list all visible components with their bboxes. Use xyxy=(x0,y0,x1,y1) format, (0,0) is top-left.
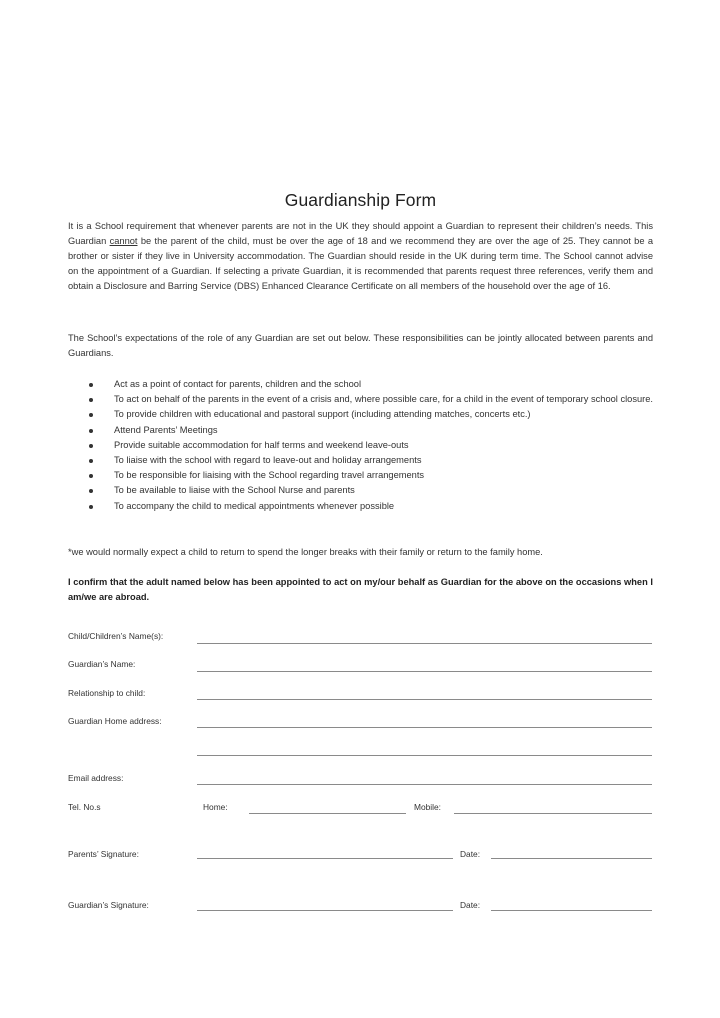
parents-signature-label: Parents’ Signature: xyxy=(68,849,139,859)
list-item xyxy=(68,483,653,498)
home-address-field-line-1[interactable] xyxy=(197,727,652,728)
parents-signature-field[interactable] xyxy=(197,858,453,859)
home-phone-label: Home: xyxy=(203,802,228,812)
intro-text-start: It is a School requirement that whenever parents are not in the UK they should appoint a Guardian to represent their children’s needs. This Guardian xyxy=(68,221,653,247)
footnote: *we would normally expect a child to return to spend the longer breaks with their family or return to the family home. xyxy=(68,547,543,557)
list-item xyxy=(68,423,653,438)
list-item xyxy=(68,438,653,453)
expectations-paragraph: The School’s expectations of the role of any Guardian are set out below. These responsibilities can be jointly allocated between parents and Guardians. xyxy=(68,333,653,359)
list-item-text: To provide children with educational and pastoral support (including attending matches, concerts etc.) xyxy=(114,409,531,420)
responsibilities-list xyxy=(68,377,653,514)
guardian-name-field[interactable] xyxy=(197,671,652,672)
intro-emphasis-cannot: cannot xyxy=(109,236,138,247)
guardian-signature-field[interactable] xyxy=(197,910,453,911)
parents-date-label: Date: xyxy=(460,849,481,859)
page-title: Guardianship Form xyxy=(284,190,437,210)
bullet-icon xyxy=(89,489,93,493)
list-item-text: To accompany the child to medical appointments whenever possible xyxy=(114,500,395,511)
bullet-icon xyxy=(89,383,93,387)
intro-text-end: be the parent of the child, must be over the age of 18 and we recommend they are over the age of 25. They cannot be a brother or sister if they live in University accommodation. The Guardian should reside in the UK during term time. The School cannot advise on the appointment of a Guardian. If selecting a private Guardian, it is recommended that parents request three references, verify them and obtain a Disclosure and Barring Service (DBS) Enhanced Clearance Certificate on all members of the household over the age of 16. xyxy=(68,236,653,292)
bullet-icon xyxy=(89,459,93,463)
confirmation-statement: I confirm that the adult named below has been appointed to act on my/our behalf as Guardian for the above on the occasions when I am/we are abroad. xyxy=(68,577,653,603)
relationship-label: Relationship to child: xyxy=(68,688,146,698)
email-field[interactable] xyxy=(197,784,652,785)
list-item xyxy=(68,377,653,392)
parents-date-field[interactable] xyxy=(491,858,652,859)
guardian-name-label: Guardian’s Name: xyxy=(68,659,136,669)
home-phone-field[interactable] xyxy=(249,813,406,814)
bullet-icon xyxy=(89,429,93,433)
email-label: Email address: xyxy=(68,773,124,783)
guardian-signature-label: Guardian’s Signature: xyxy=(68,900,149,910)
list-item-text: Act as a point of contact for parents, children and the school xyxy=(114,379,362,389)
relationship-field[interactable] xyxy=(197,699,652,700)
children-names-label: Child/Children’s Name(s): xyxy=(68,631,164,641)
list-item-text: Attend Parents’ Meetings xyxy=(114,424,218,435)
list-item xyxy=(68,468,653,483)
bullet-icon xyxy=(89,474,93,478)
home-address-field-line-2[interactable] xyxy=(197,755,652,756)
mobile-phone-label: Mobile: xyxy=(414,802,441,812)
guardian-date-label: Date: xyxy=(460,900,481,910)
list-item-text: Provide suitable accommodation for half terms and weekend leave-outs xyxy=(114,439,409,450)
list-item-text: To liaise with the school with regard to leave-out and holiday arrangements xyxy=(114,455,422,466)
list-item xyxy=(68,407,653,422)
bullet-icon xyxy=(89,398,93,402)
bullet-icon xyxy=(89,413,93,417)
home-address-label: Guardian Home address: xyxy=(68,716,162,726)
bullet-icon xyxy=(89,505,93,509)
children-names-field[interactable] xyxy=(197,643,652,644)
mobile-phone-field[interactable] xyxy=(454,813,652,814)
list-item-text: To be available to liaise with the School Nurse and parents xyxy=(114,485,355,496)
list-item xyxy=(68,392,653,407)
bullet-icon xyxy=(89,444,93,448)
list-item xyxy=(68,453,653,468)
guardian-date-field[interactable] xyxy=(491,910,652,911)
list-item xyxy=(68,499,653,514)
intro-paragraph xyxy=(68,219,653,294)
list-item-text: To act on behalf of the parents in the event of a crisis and, where possible care, for a child in the event of temporary school closure. xyxy=(114,394,654,405)
tel-numbers-label: Tel. No.s xyxy=(68,802,101,812)
list-item-text: To be responsible for liaising with the School regarding travel arrangements xyxy=(114,470,425,481)
